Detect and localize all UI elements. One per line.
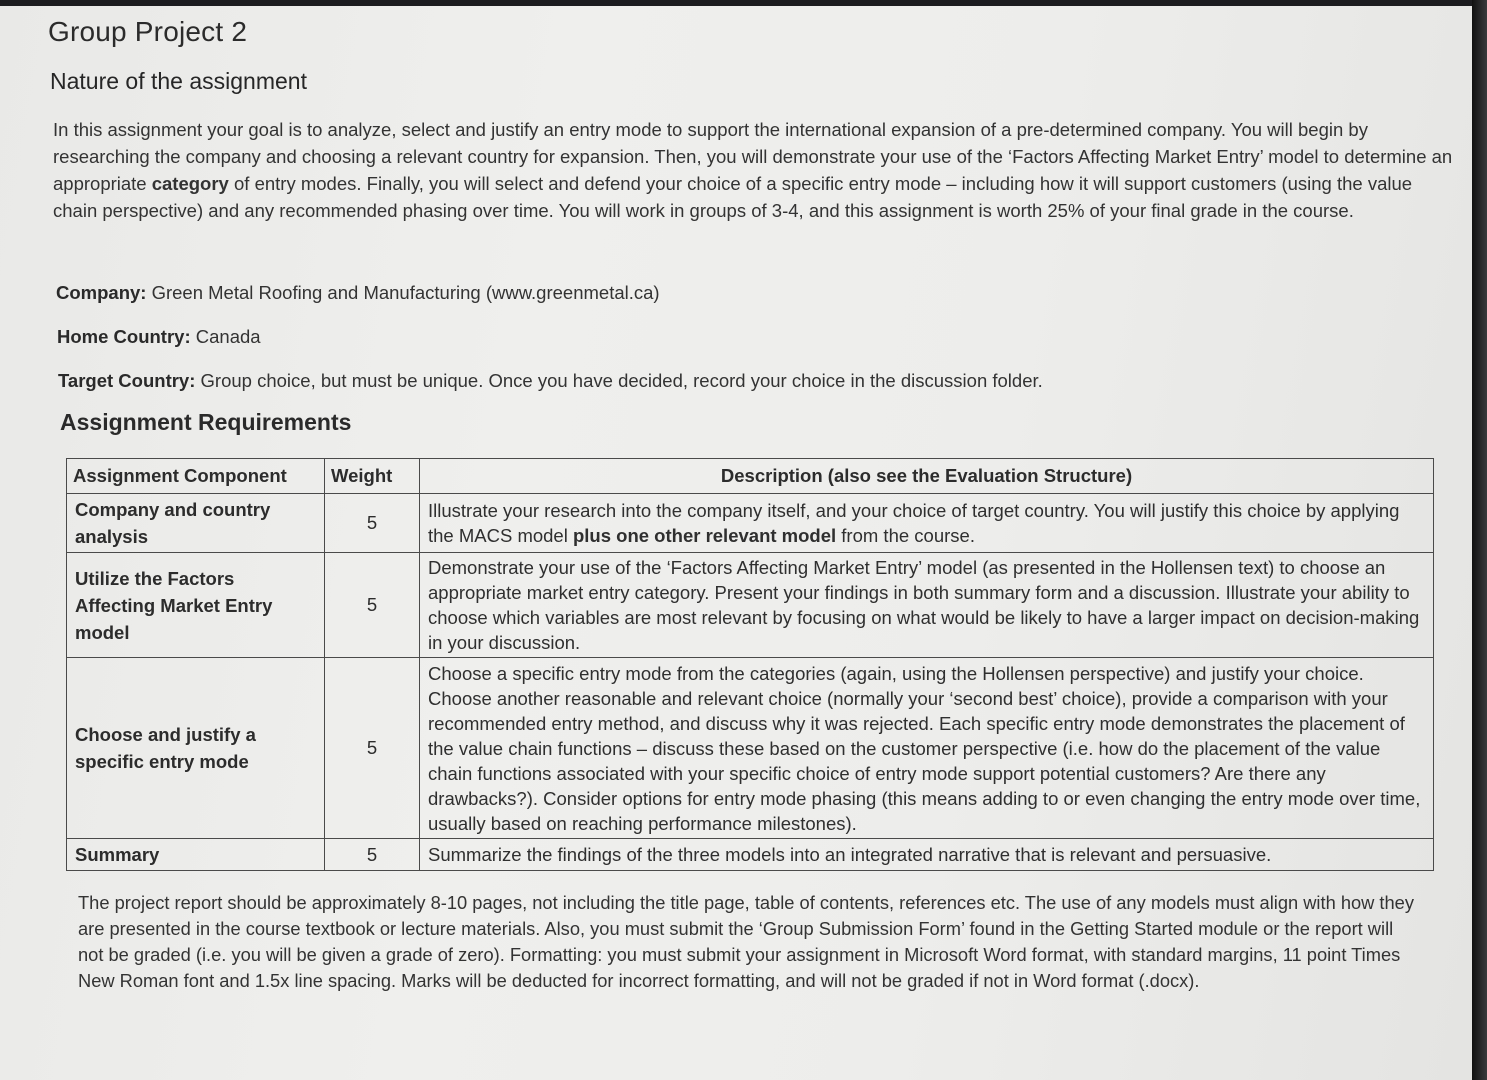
header-description: Description (also see the Evaluation Structure) — [420, 459, 1434, 494]
table-row — [67, 839, 1434, 871]
table-row — [67, 658, 1434, 839]
row-weight: 5 — [325, 494, 420, 553]
intro-text-bold: category — [151, 173, 229, 194]
intro-text-1: In this assignment your goal is to analyze, select and justify an entry mode to support the international expansion of a pre-determined company. You will begin by researching the company and choosing a relevant country for expansion. Then, you will demonstrate your use of the ‘Factors Affecting Market Entry’ model to determine an appropriate — [53, 119, 1453, 194]
row-component: Utilize the Factors Affecting Market Entry model — [67, 553, 325, 658]
table-row — [67, 553, 1434, 658]
requirements-heading: Assignment Requirements — [60, 409, 352, 435]
row-description-text-2: from the course. — [836, 525, 975, 546]
row-component: Company and country analysis — [67, 494, 325, 553]
row-component: Summary — [67, 839, 325, 871]
table-row — [67, 494, 1434, 553]
row-description: Choose a specific entry mode from the categories (again, using the Hollensen perspective) and justify your choice. Choose another reasonable and relevant choice (normally your ‘second best’ choice), provide a comparison with your recommended entry method, and discuss why it was rejected. Each specific entry mode demonstrates the placement of the value chain functions – discuss these based on the customer perspective (i.e. how do the placement of the value chain functions associated with your specific choice of entry mode support potential customers? Are there any drawbacks?). Consider options for entry mode phasing (this means adding to or even changing the entry mode over time, usually based on reaching performance milestones). — [420, 658, 1434, 839]
row-description: Demonstrate your use of the ‘Factors Affecting Market Entry’ model (as presented in the Hollensen text) to choose an appropriate market entry category. Present your findings in both summary form and a discussion. Illustrate your ability to choose which variables are most relevant by focusing on what would be likely to have a larger impact on decision-making in your discussion. — [420, 553, 1434, 658]
screen-bezel — [1472, 0, 1487, 1080]
closing-paragraph: The project report should be approximately 8-10 pages, not including the title page, table of contents, references etc. The use of any models must align with how they are presented in the course textbook or lecture materials. Also, you must submit the ‘Group Submission Form’ found in the Getting Started module or the report will not be graded (i.e. you will be given a grade of zero). Formatting: you must submit your assignment in Microsoft Word format, with standard margins, 11 point Times New Roman font and 1.5x line spacing. Marks will be deducted for incorrect formatting, and will not be graded if not in Word format (.docx). — [78, 892, 1414, 991]
company-line — [56, 282, 660, 304]
row-description: Summarize the findings of the three models into an integrated narrative that is relevant and persuasive. — [420, 839, 1434, 871]
intro-paragraph — [53, 116, 1453, 224]
requirements-table — [66, 458, 1434, 871]
header-component: Assignment Component — [67, 459, 325, 494]
document-page — [0, 6, 1472, 1080]
intro-text-2: of entry modes. Finally, you will select and defend your choice of a specific entry mode – including how it will support customers (using the value chain perspective) and any recommended phasing over time. You will work in groups of 3-4, and this assignment is worth 25% of your final grade in the course. — [53, 173, 1413, 221]
company-value: Green Metal Roofing and Manufacturing (www.greenmetal.ca) — [146, 282, 660, 303]
home-country-value: Canada — [190, 326, 261, 347]
row-weight: 5 — [325, 553, 420, 658]
home-country-label: Home Country: — [57, 326, 191, 347]
target-country-label: Target Country: — [58, 370, 196, 391]
row-description — [420, 494, 1434, 553]
page-title: Group Project 2 — [48, 16, 248, 47]
company-label: Company: — [56, 282, 147, 303]
row-weight: 5 — [325, 658, 420, 839]
row-component: Choose and justify a specific entry mode — [67, 658, 325, 839]
row-description-text-1: Illustrate your research into the company itself, and your choice of target country. You will justify this choice by applying the MACS model — [428, 500, 1400, 546]
home-country-line — [57, 326, 261, 348]
section-heading-nature: Nature of the assignment — [50, 68, 307, 94]
table-header-row — [67, 459, 1434, 494]
row-description-bold: plus one other relevant model — [572, 525, 837, 546]
target-country-value: Group choice, but must be unique. Once you have decided, record your choice in the discussion folder. — [195, 370, 1043, 391]
target-country-line — [58, 370, 1043, 392]
row-weight: 5 — [325, 839, 420, 871]
header-weight: Weight — [325, 459, 420, 494]
